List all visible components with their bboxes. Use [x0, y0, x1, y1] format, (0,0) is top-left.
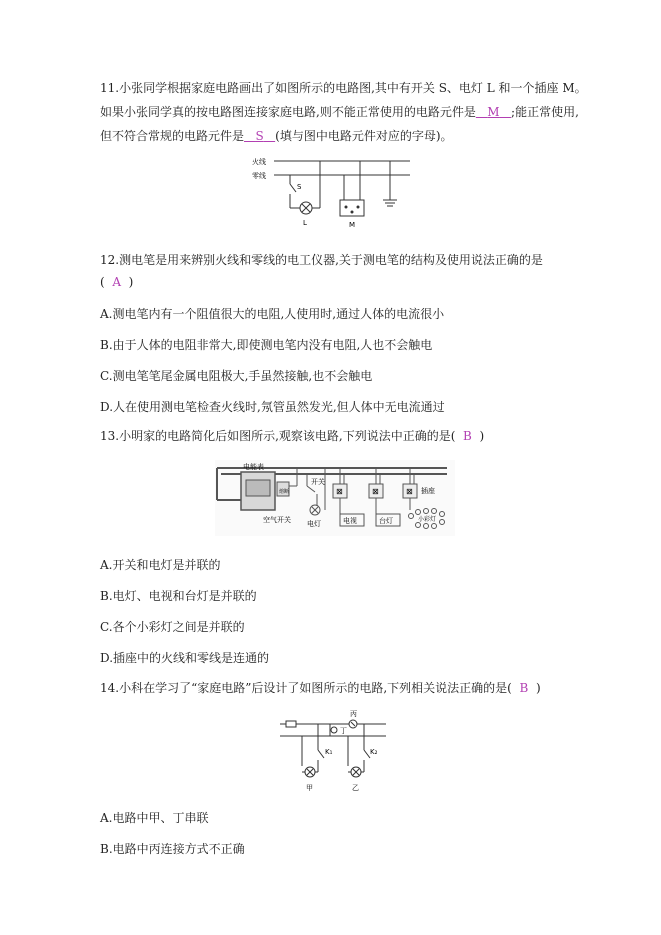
q11-line3-pre: 但不符合常规的电路元件是: [100, 129, 245, 143]
q13-meter-label: 电能表: [243, 463, 264, 471]
q11-line3: [100, 128, 453, 144]
q11-neutral-label: 零线: [252, 172, 266, 180]
q11-live-label: 火线: [252, 158, 266, 166]
q12-option-d: D.人在使用测电笔检查火线时,氖管虽然发光,但人体中无电流通过: [100, 400, 445, 414]
q14-c-label: 丙: [350, 710, 357, 718]
q11-line2: [100, 104, 579, 120]
q12-option-b: B.由于人体的电阻非常大,即使测电笔内没有电阻,人也不会触电: [100, 338, 433, 352]
q13-option-d: D.插座中的火线和零线是连通的: [100, 651, 270, 665]
q11-answer1: M: [487, 105, 500, 119]
q13-stem: 13.小明家的电路简化后如图所示,观察该电路,下列说法中正确的是(: [100, 429, 456, 443]
q13-stem-line: 13.小明家的电路简化后如图所示,观察该电路,下列说法中正确的是( B ): [100, 429, 485, 443]
q13-answer: B: [463, 429, 472, 443]
svg-text:⊠: ⊠: [406, 487, 413, 496]
q14-circuit-diagram: [278, 708, 390, 794]
q11-socket-icon: [340, 200, 364, 216]
q14-answer: B: [519, 681, 529, 695]
q13-option-c: C.各个小彩灯之间是并联的: [100, 620, 245, 634]
q14-k2-label: K₂: [370, 748, 378, 756]
q13-option-b: B.电灯、电视和台灯是并联的: [100, 589, 257, 603]
q11-line1: 11.小张同学根据家庭电路画出了如图所示的电路图,其中有开关 S、电灯 L 和一个插座 M。: [100, 81, 587, 95]
q11-line2-post: ;能正常使用,: [511, 105, 579, 119]
q11-circuit-diagram: [240, 150, 420, 232]
q14-option-b: B.电路中丙连接方式不正确: [100, 842, 245, 856]
q11-socket-label: M: [349, 221, 356, 229]
q12-stem: 12.测电笔是用来辨别火线和零线的电工仪器,关于测电笔的结构及使用说法正确的是: [100, 253, 543, 267]
q14-fuse-icon: [286, 721, 296, 727]
q13-mini-label: 小彩灯: [418, 516, 437, 523]
q14-d-icon: [331, 727, 337, 733]
q14-option-a: A.电路中甲、丁串联: [100, 811, 209, 825]
q11-answer2: S: [255, 129, 264, 143]
q14-d-label: 丁: [340, 727, 347, 735]
q13-fuse-label: 熔断: [279, 489, 290, 495]
q13-breaker-label: 空气开关: [263, 516, 291, 524]
q13-circuit-diagram: [215, 460, 455, 536]
q12-option-c: C.测电笔笔尾金属电阻极大,手虽然接触,也不会触电: [100, 369, 373, 383]
q13-desklamp-label: 台灯: [379, 517, 393, 525]
q12-answer: A: [112, 275, 121, 289]
q14-stem: 14.小科在学习了“家庭电路”后设计了如图所示的电路,下列相关说法正确的是(: [100, 681, 512, 695]
svg-text:⊠: ⊠: [336, 487, 343, 496]
q11-switch-s: [290, 184, 296, 192]
q11-lamp-label: L: [303, 219, 307, 227]
q13-socket-label: 插座: [421, 487, 435, 495]
q14-stem-line: 14.小科在学习了“家庭电路”后设计了如图所示的电路,下列相关说法正确的是( B ): [100, 681, 541, 695]
q14-k1-switch: [318, 750, 324, 758]
svg-text:⊠: ⊠: [372, 487, 379, 496]
q12-option-a: A.测电笔内有一个阻值很大的电阻,人使用时,通过人体的电流很小: [100, 307, 445, 321]
q13-option-a: A.开关和电灯是并联的: [100, 558, 221, 572]
q14-k1-label: K₁: [325, 748, 333, 756]
q13-tv-label: 电视: [343, 517, 357, 525]
q13-switch-label: 开关: [311, 478, 325, 486]
q11-line2-pre: 如果小张同学真的按电路图连接家庭电路,则不能正常使用的电路元件是: [100, 105, 476, 119]
q14-a-label: 甲: [306, 784, 313, 792]
q13-lamp-label: 电灯: [307, 520, 321, 528]
q11-line3-post: (填与图中电路元件对应的字母)。: [275, 129, 453, 143]
q11-switch-label: S: [297, 183, 302, 191]
q12-answer-line: ( A ): [100, 275, 134, 289]
q14-b-label: 乙: [352, 784, 359, 792]
